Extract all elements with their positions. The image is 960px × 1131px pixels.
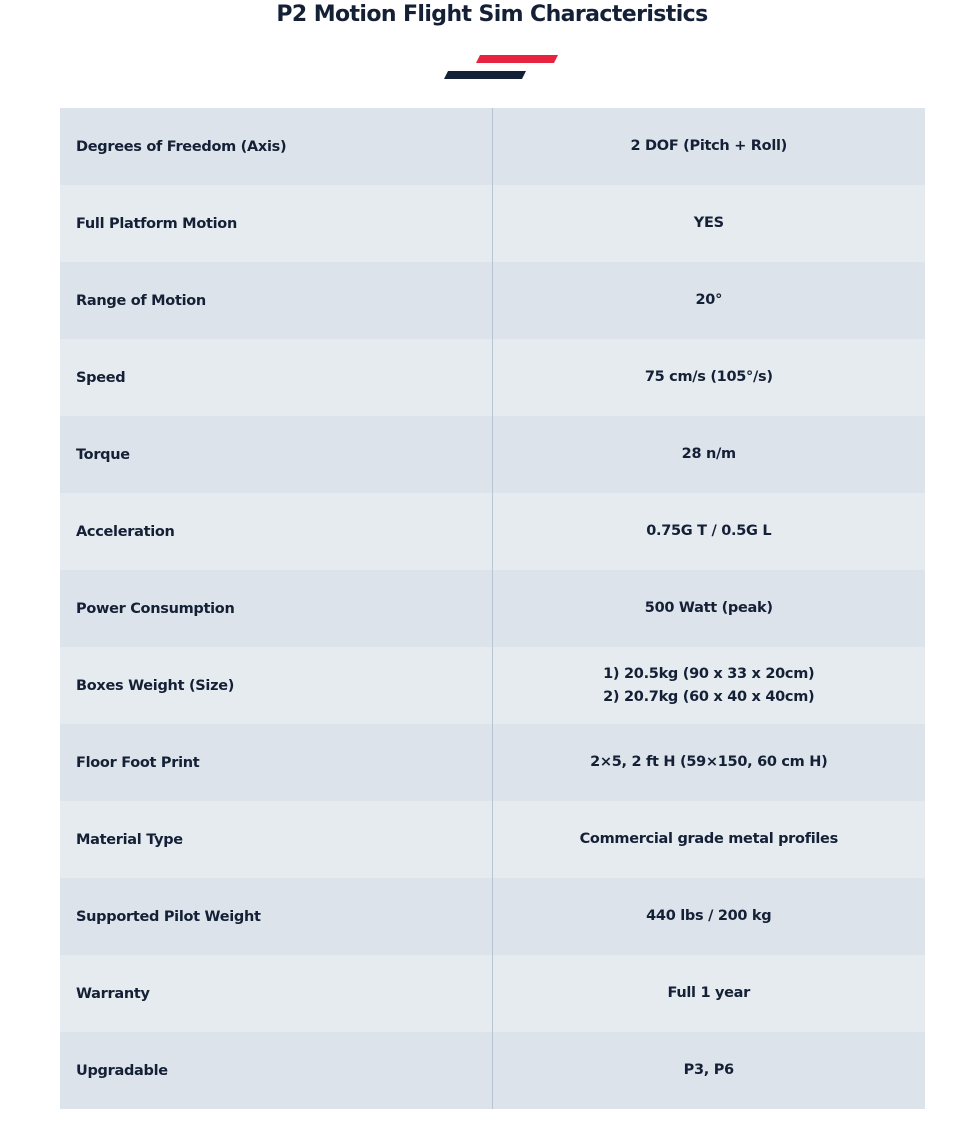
divider-navy-stripe <box>444 71 526 79</box>
spec-value <box>492 647 925 724</box>
spec-label: Upgradable <box>60 1032 492 1109</box>
spec-label: Floor Foot Print <box>60 724 492 801</box>
spec-row <box>60 955 925 1032</box>
spec-label: Acceleration <box>60 493 492 570</box>
spec-value <box>492 262 925 339</box>
spec-table <box>60 108 925 1109</box>
spec-value-line: 2) 20.7kg (60 x 40 x 40cm) <box>603 688 815 705</box>
spec-value-line: P3, P6 <box>683 1062 734 1078</box>
spec-label: Material Type <box>60 801 492 878</box>
spec-value <box>492 878 925 955</box>
spec-value-line: 75 cm/s (105°/s) <box>644 369 773 385</box>
spec-row <box>60 185 925 262</box>
page-title: P2 Motion Flight Sim Characteristics <box>276 2 708 27</box>
spec-row <box>60 647 925 724</box>
spec-label: Supported Pilot Weight <box>60 878 492 955</box>
spec-value-line: 20° <box>695 292 723 308</box>
spec-value-line: 440 lbs / 200 kg <box>646 908 772 924</box>
spec-value <box>492 108 925 185</box>
spec-label: Full Platform Motion <box>60 185 492 262</box>
spec-value-line: 500 Watt (peak) <box>644 600 773 616</box>
spec-value <box>492 1032 925 1109</box>
spec-value <box>492 416 925 493</box>
divider-red-stripe <box>476 55 558 63</box>
spec-value <box>492 724 925 801</box>
spec-value-line: 2×5, 2 ft H (59×150, 60 cm H) <box>590 754 828 770</box>
spec-value-line: Full 1 year <box>667 985 751 1001</box>
spec-row <box>60 262 925 339</box>
spec-label: Warranty <box>60 955 492 1032</box>
spec-value-line: Commercial grade metal profiles <box>579 831 838 847</box>
spec-row <box>60 878 925 955</box>
spec-row <box>60 416 925 493</box>
spec-row <box>60 108 925 185</box>
spec-label: Speed <box>60 339 492 416</box>
spec-value <box>492 801 925 878</box>
spec-value <box>492 339 925 416</box>
spec-row <box>60 724 925 801</box>
spec-value-line: 28 n/m <box>681 446 736 462</box>
spec-row <box>60 1032 925 1109</box>
spec-table-body <box>60 108 925 1109</box>
title-divider <box>444 55 558 80</box>
spec-value <box>492 570 925 647</box>
spec-label: Boxes Weight (Size) <box>60 647 492 724</box>
spec-value-line: 1) 20.5kg (90 x 33 x 20cm) <box>603 665 815 682</box>
spec-value <box>492 955 925 1032</box>
spec-value-line: 2 DOF (Pitch + Roll) <box>630 138 787 154</box>
spec-label: Torque <box>60 416 492 493</box>
spec-value-line: YES <box>693 215 724 231</box>
spec-label: Power Consumption <box>60 570 492 647</box>
spec-value <box>492 185 925 262</box>
spec-row <box>60 570 925 647</box>
spec-label: Range of Motion <box>60 262 492 339</box>
spec-row <box>60 493 925 570</box>
spec-row <box>60 801 925 878</box>
spec-value-line: 0.75G T / 0.5G L <box>646 523 772 539</box>
spec-label: Degrees of Freedom (Axis) <box>60 108 492 185</box>
spec-row <box>60 339 925 416</box>
spec-value <box>492 493 925 570</box>
